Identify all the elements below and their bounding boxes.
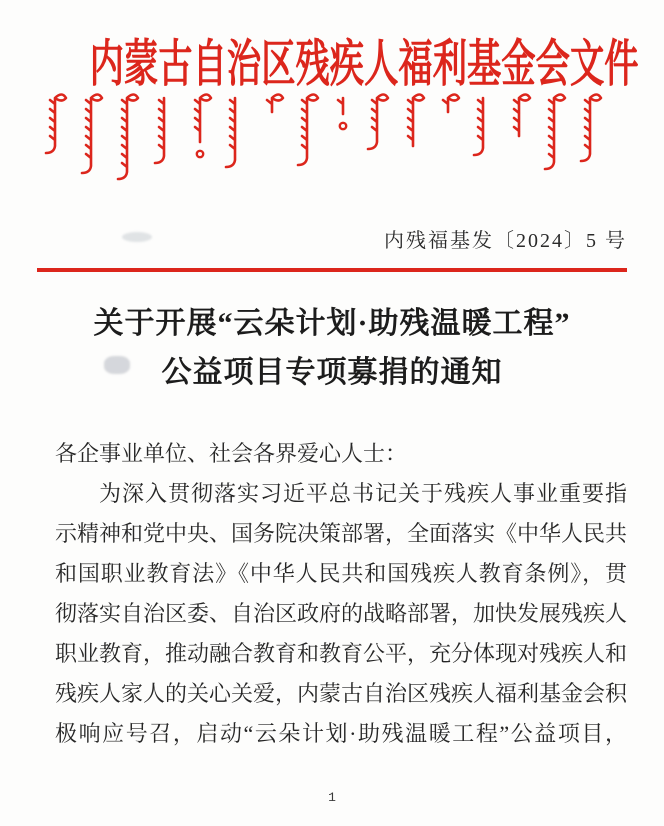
page-number: 1	[328, 790, 336, 805]
document-title-line-2: 公益项目专项募捐的通知	[161, 356, 503, 389]
mongolian-script-banner	[37, 92, 627, 184]
body-line: 和国职业教育法》《中华人民共和国残疾人教育条例》，贯	[55, 561, 627, 586]
body-line: 残疾人家人的关心关爱，内蒙古自治区残疾人福利基金会积	[55, 681, 628, 706]
document-title-line-1: 关于开展“云朵计划·助残温暖工程”	[93, 307, 571, 340]
scan-smudge	[122, 232, 152, 242]
body-text	[55, 434, 627, 754]
body-line: 彻落实自治区委、自治区政府的战略部署，加快发展残疾人	[55, 601, 628, 626]
document-number: 内残福基发〔2024〕5 号	[384, 230, 627, 252]
body-line: 示精神和党中央、国务院决策部署，全面落实《中华人民共	[55, 521, 628, 546]
document-title	[0, 299, 664, 397]
red-divider-rule	[37, 268, 627, 272]
body-line: 职业教育，推动融合教育和教育公平，充分体现对残疾人和	[55, 641, 628, 666]
red-header-org-title: 内蒙古自治区残疾人福利基金会文件	[89, 36, 639, 94]
scan-smudge	[104, 356, 130, 374]
body-line: 极响应号召，启动“云朵计划·助残温暖工程”公益项目，	[55, 721, 627, 746]
salutation-line: 各企事业单位、社会各界爱心人士：	[55, 441, 408, 466]
body-line: 为深入贯彻落实习近平总书记关于残疾人事业重要指	[99, 481, 627, 506]
